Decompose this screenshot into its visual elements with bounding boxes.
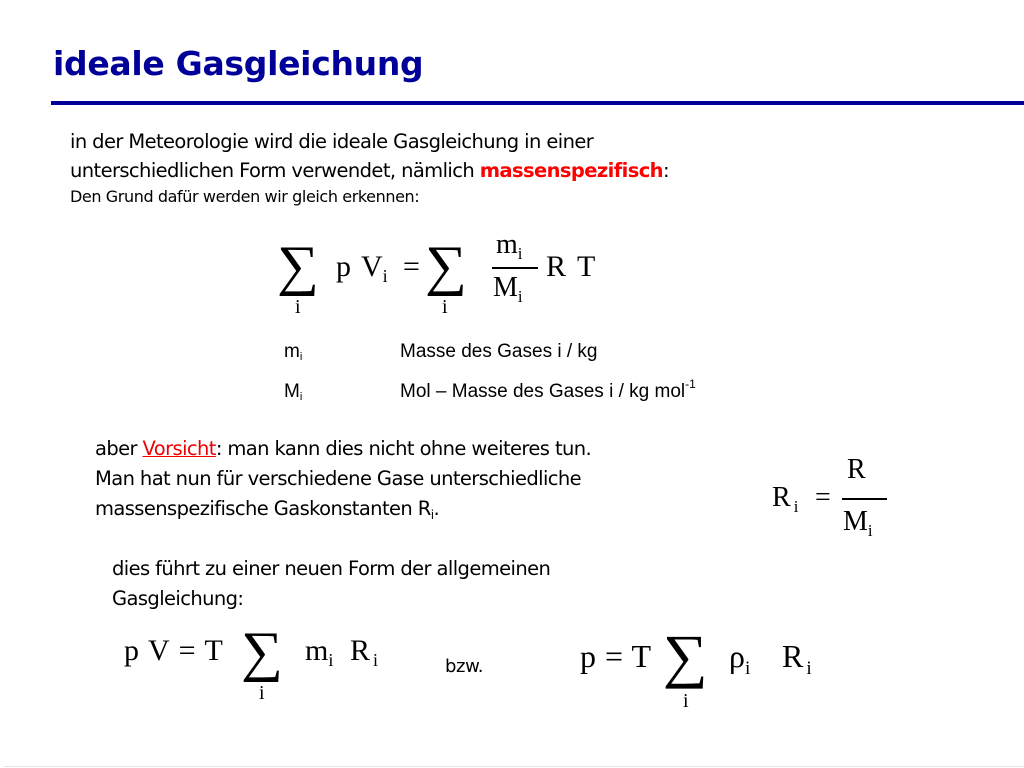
symbol-M: M <box>284 381 300 402</box>
denominator-sub-2: i <box>867 520 873 540</box>
equation-mass-specific-density <box>578 623 838 721</box>
lhs-R-sub: i <box>793 496 799 516</box>
equation-tail-RT: R T <box>546 250 596 283</box>
equals-sign: = <box>403 250 420 283</box>
caution-line-3-sub: i <box>430 508 434 522</box>
eq3-m-sub: i <box>328 650 334 671</box>
vorsicht-link[interactable]: Vorsicht <box>142 437 216 460</box>
caution-line-1 <box>95 434 591 463</box>
eq4-R-sub: i <box>806 657 812 679</box>
fraction-bar <box>492 267 538 269</box>
sum-index-2: i <box>442 296 448 318</box>
bottom-divider <box>4 766 1024 767</box>
sum-symbol-2: ∑ <box>425 235 467 297</box>
conclusion-line-2: Gasgleichung: <box>112 587 244 610</box>
lhs-R: R <box>772 482 791 513</box>
eq4-rho-i <box>729 638 751 679</box>
eq4-lhs: p = T <box>580 638 652 674</box>
eq3-R: R <box>350 634 371 667</box>
fraction-denominator <box>493 272 523 304</box>
definition-symbol-m <box>284 341 302 363</box>
caution-line-3-suffix: . <box>433 497 440 520</box>
denominator-sub: i <box>517 286 523 306</box>
sum-index: i <box>295 296 301 318</box>
caution-prefix: aber <box>95 437 143 460</box>
denominator-M-2: M <box>843 506 868 537</box>
symbol-m: m <box>284 341 300 362</box>
equation-ideal-gas-sum <box>276 229 616 322</box>
lhs-V-sub: i <box>382 266 388 287</box>
definition-symbol-M <box>284 381 302 403</box>
numerator-m: m <box>496 229 518 260</box>
caution-line-1-suffix: : man kann dies nicht ohne weiteres tun. <box>215 437 592 460</box>
fraction-numerator-R: R <box>847 454 866 485</box>
eq3-R-sub: i <box>373 650 379 671</box>
numerator-sub: i <box>517 243 523 263</box>
intro-line-2-suffix: : <box>662 159 669 182</box>
symbol-m-sub: i <box>299 351 303 363</box>
eq3-m-i <box>305 634 334 671</box>
lhs-V-letter: V <box>361 250 383 283</box>
lhs-p: p <box>336 250 351 283</box>
equation-specific-gas-constant <box>770 452 900 547</box>
conclusion-line-1: dies führt zu einer neuen Form der allgemeinen <box>112 557 551 580</box>
intro-line-2 <box>70 156 669 185</box>
eq3-m: m <box>305 634 329 667</box>
denominator-M: M <box>493 272 518 303</box>
emphasis-massenspezifisch: massenspezifisch <box>479 159 663 182</box>
lhs-R-i <box>772 482 798 514</box>
definition-text-M <box>400 377 696 403</box>
slide-title: ideale Gasgleichung <box>53 44 424 83</box>
eq3-sum-index: i <box>259 682 265 704</box>
eq4-sum-index: i <box>683 690 689 712</box>
intro-line-2-prefix: unterschiedlichen Form verwendet, nämlich <box>70 159 480 182</box>
eq4-R-i <box>782 638 812 679</box>
definition-text-m: Masse des Gases i / kg <box>400 341 598 362</box>
eq4-R: R <box>782 638 804 674</box>
eq3-R-i <box>350 634 379 671</box>
definition-text-M-body: Mol – Masse des Gases i / kg mol <box>400 381 686 402</box>
symbol-M-sub: i <box>299 391 303 403</box>
caution-line-2: Man hat nun für verschiedene Gase unterschiedliche <box>95 467 582 490</box>
eq4-rho-sub: i <box>744 657 751 679</box>
fraction-denominator-M-i <box>843 506 873 538</box>
eq3-lhs: p V = T <box>124 634 223 667</box>
eq4-rho: ρ <box>729 638 745 674</box>
equals-sign-2: = <box>815 482 831 513</box>
intro-line-1: in der Meteorologie wird die ideale Gasgleichung in einer <box>70 130 594 153</box>
caution-line-3 <box>95 494 439 526</box>
intro-line-3: Den Grund dafür werden wir gleich erkennen: <box>70 187 420 206</box>
bzw-label: bzw. <box>445 656 484 677</box>
fraction-numerator <box>496 229 522 261</box>
fraction-bar-2 <box>842 498 887 500</box>
title-underline <box>51 101 1024 105</box>
caution-line-3-prefix: massenspezifische Gaskonstanten R <box>95 497 431 520</box>
definition-text-M-sup: -1 <box>685 377 696 391</box>
eq4-sum-symbol: ∑ <box>662 623 708 689</box>
equation-mass-specific-volume <box>122 622 402 712</box>
eq3-sum-symbol: ∑ <box>241 621 283 683</box>
sum-symbol: ∑ <box>277 235 319 297</box>
lhs-V <box>361 250 388 287</box>
